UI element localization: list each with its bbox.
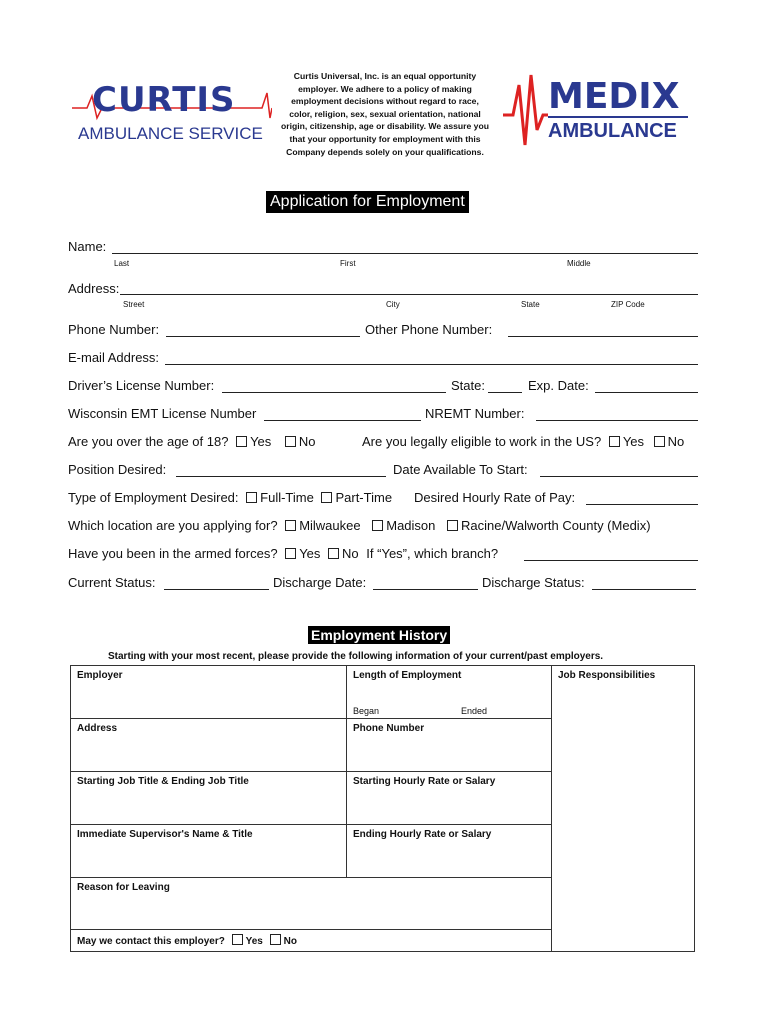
curtis-logo-sub: AMBULANCE SERVICE: [78, 124, 263, 143]
legal-yes-label: Yes: [622, 434, 645, 449]
history-intro: Starting with your most recent, please provide the following information of your current/past employers.: [108, 651, 604, 662]
dl-exp-label: Exp. Date:: [528, 378, 589, 393]
emt-label: Wisconsin EMT License Number: [68, 406, 257, 421]
armed-yes-checkbox[interactable]: [285, 548, 296, 559]
age-yes-checkbox[interactable]: [236, 436, 247, 447]
name-label: Name:: [68, 239, 107, 254]
medix-logo-sub: AMBULANCE: [548, 120, 677, 142]
medix-logo-word: MEDIX: [548, 76, 680, 117]
contact-question: May we contact this employer?: [77, 936, 225, 947]
name-last-caption: Last: [114, 259, 130, 268]
contact-cell: [71, 930, 552, 952]
legal-question-label: Are you legally eligible to work in the US?: [362, 434, 602, 449]
other-phone-input[interactable]: [508, 336, 698, 337]
contact-yes-label: Yes: [245, 936, 263, 947]
name-input[interactable]: [112, 253, 698, 254]
began-label: Began: [353, 706, 380, 716]
location-question: [68, 518, 651, 533]
legal-question: [362, 434, 684, 449]
medix-logo-rule: [548, 116, 688, 118]
discharge-date-input[interactable]: [373, 589, 478, 590]
length-label: Length of Employment: [353, 670, 462, 681]
racine-checkbox[interactable]: [447, 520, 458, 531]
branch-label: If “Yes”, which branch?: [366, 546, 499, 561]
armed-question: [68, 546, 498, 561]
page-title: Application for Employment: [266, 191, 469, 213]
dl-exp-input[interactable]: [595, 392, 698, 393]
age-no-checkbox[interactable]: [285, 436, 296, 447]
age-question-label: Are you over the age of 18?: [68, 434, 229, 449]
rate-label: Desired Hourly Rate of Pay:: [414, 490, 576, 505]
milwaukee-label: Milwaukee: [299, 518, 361, 533]
nremt-label: NREMT Number:: [425, 406, 525, 421]
emp-type-question: [68, 490, 392, 505]
discharge-date-label: Discharge Date:: [273, 575, 367, 590]
contact-yes-checkbox[interactable]: [232, 934, 243, 945]
contact-no-checkbox[interactable]: [270, 934, 281, 945]
rate-input[interactable]: [586, 504, 698, 505]
employment-table: [70, 665, 695, 952]
address-label-hist: Address: [77, 723, 118, 734]
end-rate-label: Ending Hourly Rate or Salary: [353, 829, 492, 840]
job-title-label: Starting Job Title & Ending Job Title: [77, 776, 249, 787]
armed-no-checkbox[interactable]: [328, 548, 339, 559]
reason-label: Reason for Leaving: [77, 882, 170, 893]
dl-state-input[interactable]: [488, 392, 522, 393]
nremt-input[interactable]: [536, 420, 698, 421]
age-question: [68, 434, 316, 449]
supervisor-cell[interactable]: [71, 825, 347, 878]
part-time-label: Part-Time: [335, 490, 393, 505]
age-yes-label: Yes: [250, 434, 272, 449]
dl-label: Driver’s License Number:: [68, 378, 215, 393]
date-avail-input[interactable]: [540, 476, 698, 477]
contact-no-label: No: [283, 936, 297, 947]
employment-history-title: Employment History: [308, 626, 450, 644]
supervisor-label: Immediate Supervisor's Name & Title: [77, 829, 253, 840]
madison-checkbox[interactable]: [372, 520, 383, 531]
address-input[interactable]: [120, 294, 698, 295]
job-title-cell[interactable]: [71, 772, 347, 825]
end-rate-cell[interactable]: [347, 825, 552, 878]
address-zip-caption: ZIP Code: [611, 300, 645, 309]
start-rate-label: Starting Hourly Rate or Salary: [353, 776, 496, 787]
start-rate-cell[interactable]: [347, 772, 552, 825]
legal-no-label: No: [667, 434, 685, 449]
responsibilities-cell[interactable]: [552, 666, 695, 952]
part-time-checkbox[interactable]: [321, 492, 332, 503]
length-cell[interactable]: [347, 666, 552, 719]
address-city-caption: City: [386, 300, 400, 309]
status-label: Current Status:: [68, 575, 156, 590]
ended-label: Ended: [461, 706, 488, 716]
phone-label-hist: Phone Number: [353, 723, 425, 734]
reason-cell[interactable]: [71, 878, 552, 930]
date-avail-label: Date Available To Start:: [393, 462, 528, 477]
email-input[interactable]: [165, 364, 698, 365]
name-middle-caption: Middle: [567, 259, 591, 268]
branch-input[interactable]: [524, 560, 698, 561]
medix-heartbeat-icon: [503, 70, 548, 155]
emt-input[interactable]: [264, 420, 421, 421]
address-cell[interactable]: [71, 719, 347, 772]
discharge-status-label: Discharge Status:: [482, 575, 585, 590]
phone-label: Phone Number:: [68, 322, 160, 337]
armed-no-label: No: [342, 546, 359, 561]
position-label: Position Desired:: [68, 462, 167, 477]
milwaukee-checkbox[interactable]: [285, 520, 296, 531]
curtis-logo-word: CURTIS: [92, 80, 236, 120]
age-no-label: No: [298, 434, 316, 449]
emp-type-label: Type of Employment Desired:: [68, 490, 239, 505]
racine-label: Racine/Walworth County (Medix): [461, 518, 651, 533]
email-label: E-mail Address:: [68, 350, 160, 365]
dl-input[interactable]: [222, 392, 446, 393]
full-time-checkbox[interactable]: [246, 492, 257, 503]
full-time-label: Full-Time: [260, 490, 314, 505]
employer-cell[interactable]: [71, 666, 347, 719]
name-first-caption: First: [340, 259, 356, 268]
location-label: Which location are you applying for?: [68, 518, 278, 533]
discharge-status-input[interactable]: [592, 589, 696, 590]
employer-label: Employer: [77, 670, 123, 681]
address-label: Address:: [68, 281, 120, 296]
curtis-logo: [72, 80, 272, 150]
phone-input[interactable]: [166, 336, 360, 337]
legal-yes-checkbox[interactable]: [609, 436, 620, 447]
armed-yes-label: Yes: [299, 546, 321, 561]
responsibilities-label: Job Responsibilities: [558, 670, 656, 681]
madison-label: Madison: [386, 518, 436, 533]
status-input[interactable]: [164, 589, 269, 590]
address-street-caption: Street: [123, 300, 145, 309]
phone-cell[interactable]: [347, 719, 552, 772]
address-state-caption: State: [521, 300, 540, 309]
position-input[interactable]: [176, 476, 386, 477]
legal-no-checkbox[interactable]: [654, 436, 665, 447]
eeo-statement: Curtis Universal, Inc. is an equal opportunity employer. We adhere to a policy of making employment decisions without regard to race, color, religion, sex, sexual orientation, national origin, citizenship, age or disability. We assure you that your opportunity for employment with this Company depends solely on your qualifications.: [281, 71, 489, 157]
armed-label: Have you been in the armed forces?: [68, 546, 278, 561]
other-phone-label: Other Phone Number:: [365, 322, 493, 337]
dl-state-label: State:: [451, 378, 485, 393]
